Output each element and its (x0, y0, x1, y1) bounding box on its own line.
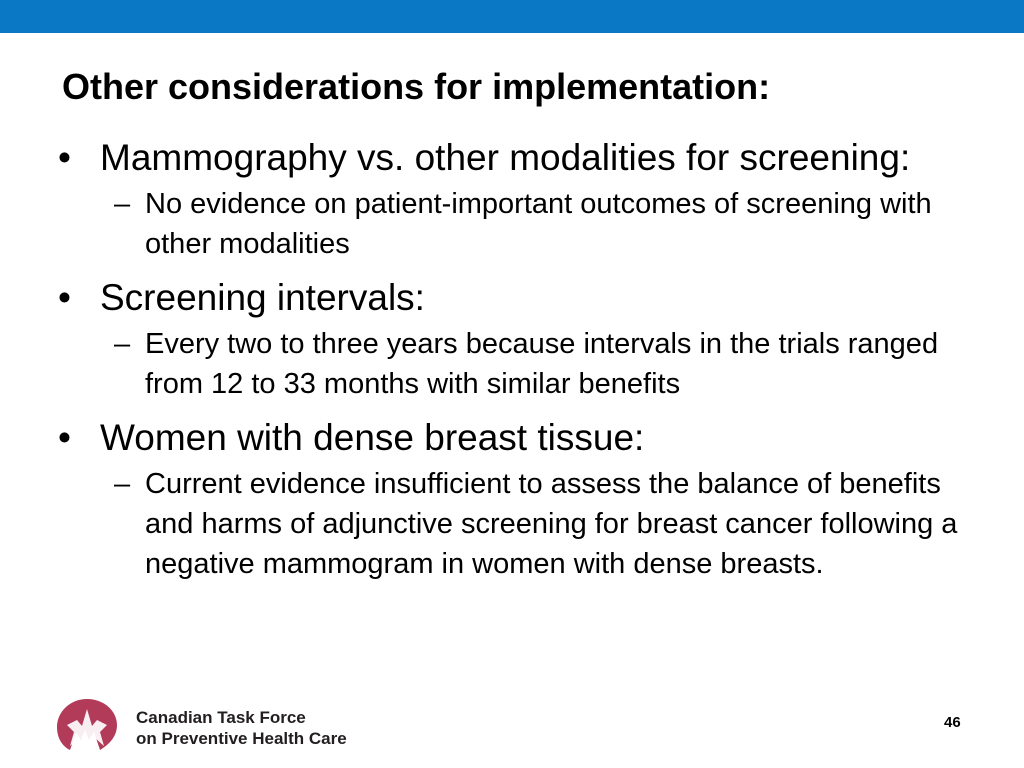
slide-title: Other considerations for implementation: (62, 66, 771, 107)
organization-line-2: on Preventive Health Care (136, 729, 347, 748)
sub-bullet-text: No evidence on patient-important outcomes of screening with other modalities (145, 188, 932, 260)
organization-line-1: Canadian Task Force (136, 708, 306, 727)
bullet-item (58, 272, 998, 324)
sub-bullet-item (114, 464, 998, 584)
maple-leaf-circle-icon (52, 696, 122, 752)
sub-bullet-marker: – (114, 188, 131, 220)
bullet-marker: • (58, 417, 71, 458)
sub-bullet-marker: – (114, 328, 131, 360)
sub-bullet-item (114, 324, 998, 404)
bullet-text: Women with dense breast tissue: (100, 417, 645, 458)
organization-name (136, 707, 347, 749)
sub-bullet-text: Current evidence insufficient to assess the balance of benefits and harms of adjunctive screening for breast cancer following a negative mammogram in women with dense breasts. (145, 468, 958, 580)
bullet-marker: • (58, 277, 71, 318)
sub-bullet-text: Every two to three years because intervals in the trials ranged from 12 to 33 months with similar benefits (145, 328, 939, 400)
bullet-item (58, 412, 998, 464)
top-accent-bar (0, 0, 1024, 33)
page-number: 46 (944, 714, 961, 731)
sub-bullet-item (114, 184, 998, 264)
bullet-text: Mammography vs. other modalities for screening: (100, 137, 911, 178)
bullet-marker: • (58, 137, 71, 178)
sub-bullet-marker: – (114, 468, 131, 500)
bullet-item (58, 132, 998, 184)
slide-content (58, 132, 998, 592)
bullet-text: Screening intervals: (100, 277, 425, 318)
